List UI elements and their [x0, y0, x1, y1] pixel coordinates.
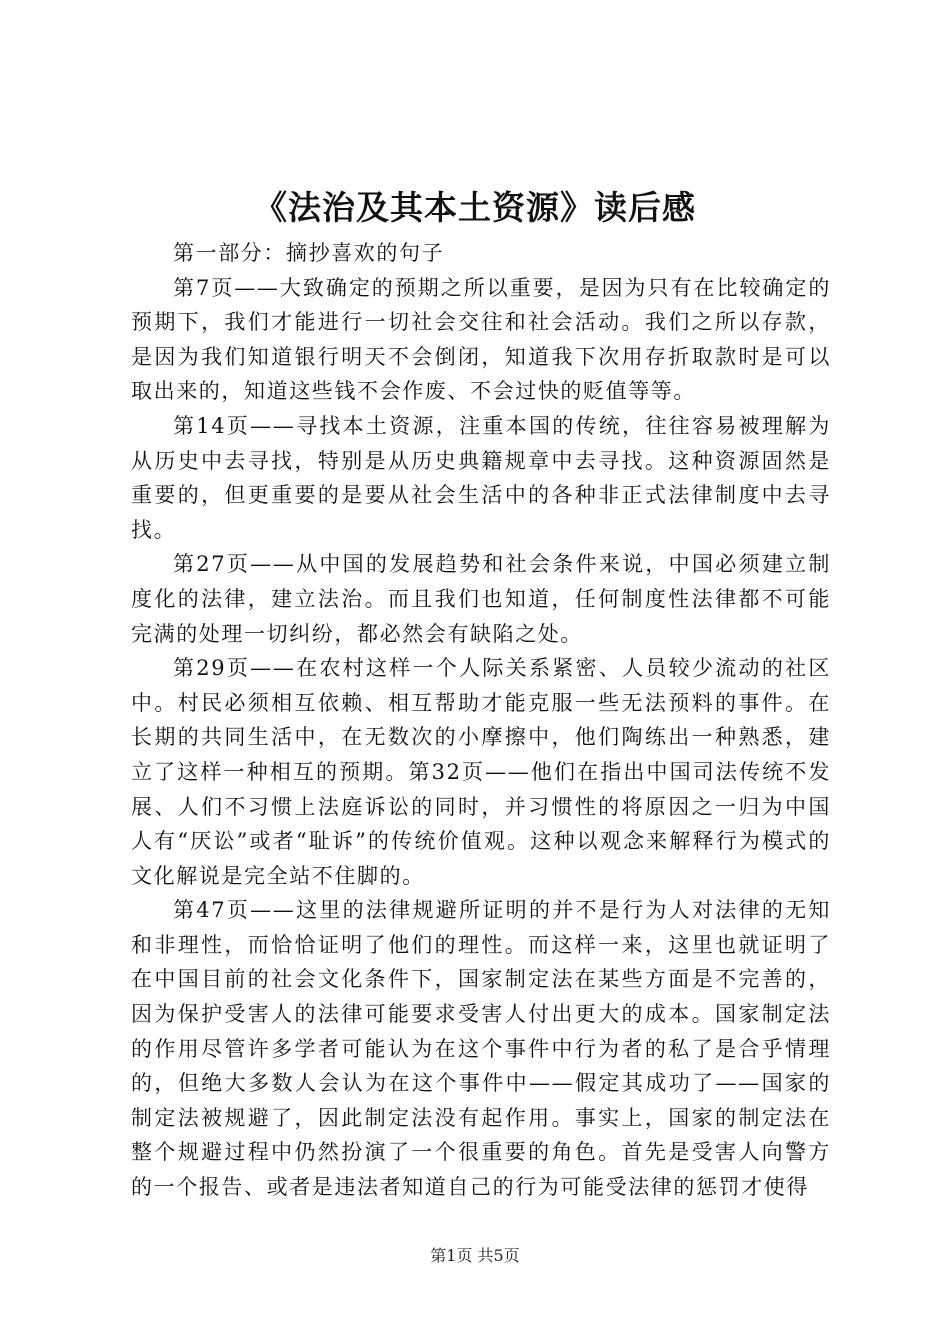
paragraph-page-29: 第29页——在农村这样一个人际关系紧密、人员较少流动的社区中。村民必须相互依赖、相互帮助才能克服一些无法预料的事件。在长期的共同生活中，在无数次的小摩擦中，他们陶练出一种熟悉，建立了这样一种相互的预期。第32页——他们在指出中国司法传统不发展、人们不习惯上法庭诉讼的同时，并习惯性的将原因之一归为中国人有“厌讼”或者“耻诉”的传统价值观。这种以观念来解释行为模式的文化解说是完全站不住脚的。 [131, 656, 831, 888]
section-heading: 第一部分：摘抄喜欢的句子 [173, 241, 445, 265]
page-footer: 第1页 共5页 [430, 1246, 520, 1265]
document-title: 《法治及其本土资源》读后感 [254, 188, 696, 227]
paragraph-page-27: 第27页——从中国的发展趋势和社会条件来说，中国必须建立制度化的法律，建立法治。而且我们也知道，任何制度性法律都不可能完满的处理一切纠纷，都必然会有缺陷之处。 [131, 552, 831, 646]
document-body [131, 236, 831, 1205]
paragraph-page-47: 第47页——这里的法律规避所证明的并不是行为人对法律的无知和非理性，而恰恰证明了他们的理性。而这样一来，这里也就证明了在中国目前的社会文化条件下，国家制定法在某些方面是不完善的，因为保护受害人的法律可能要求受害人付出更大的成本。国家制定法的作用尽管许多学者可能认为在这个事件中行为者的私了是合乎情理的，但绝大多数人会认为在这个事件中——假定其成功了——国家的制定法被规避了，因此制定法没有起作用。事实上，国家的制定法在整个规避过程中仍然扮演了一个很重要的角色。首先是受害人向警方的一个报告、或者是违法者知道自己的行为可能受法律的惩罚才使得 [131, 898, 831, 1200]
paragraph-page-14: 第14页——寻找本土资源，注重本国的传统，往往容易被理解为从历史中去寻找，特别是从历史典籍规章中去寻找。这种资源固然是重要的，但更重要的是要从社会生活中的各种非正式法律制度中去寻找。 [131, 413, 831, 542]
paragraph-page-7: 第7页——大致确定的预期之所以重要，是因为只有在比较确定的预期下，我们才能进行一切社会交往和社会活动。我们之所以存款，是因为我们知道银行明天不会倒闭，知道我下次用存折取款时是可以取出来的，知道这些钱不会作废、不会过快的贬值等等。 [131, 275, 831, 404]
